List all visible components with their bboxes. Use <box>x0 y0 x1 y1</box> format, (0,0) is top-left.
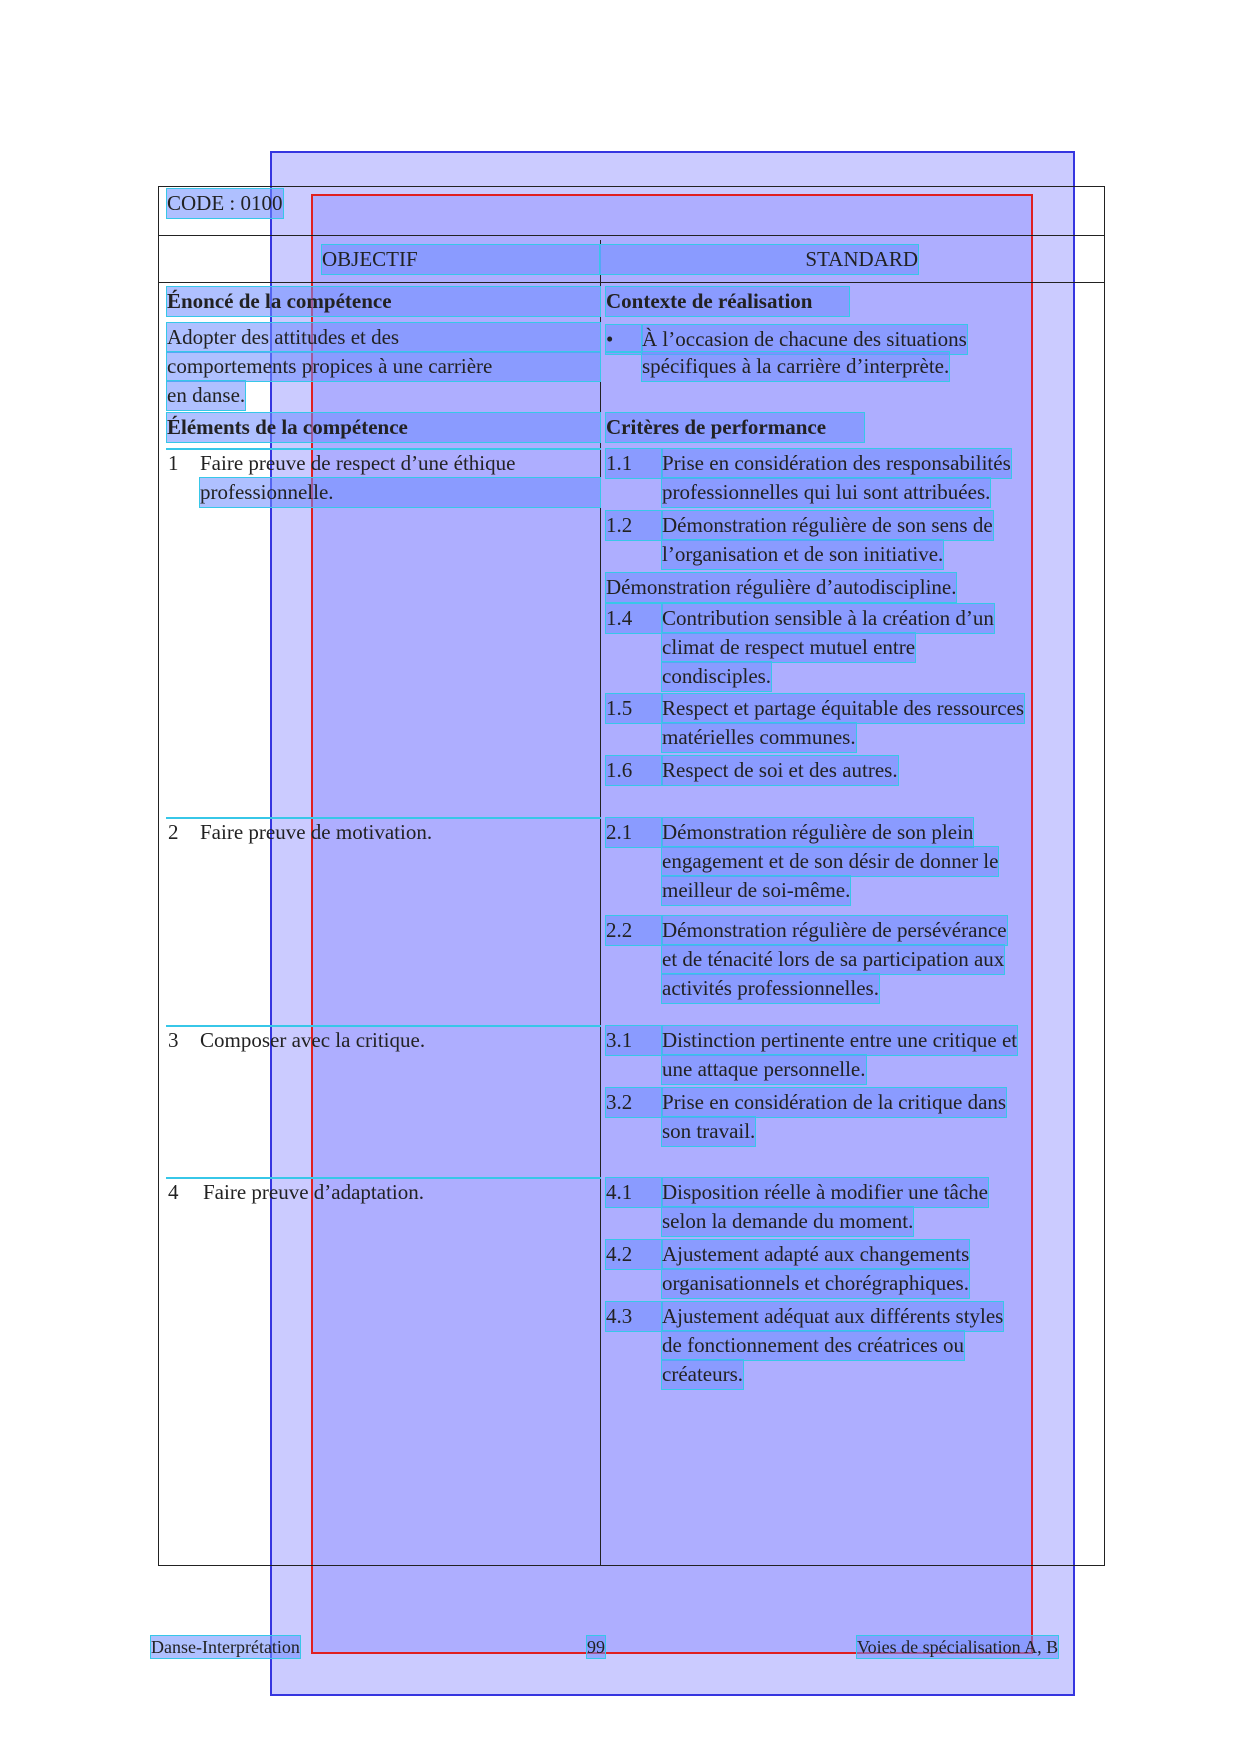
criterion-text: organisationnels et chorégraphiques. <box>662 1269 969 1298</box>
criterion-text: Prise en considération de la critique dans <box>662 1088 1006 1117</box>
footer-page-number: 99 <box>587 1637 605 1657</box>
criterion-text: Respect et partage équitable des ressources <box>662 694 1024 723</box>
criterion-text: Distinction pertinente entre une critique et <box>662 1026 1017 1055</box>
element-text: Faire preuve d’adaptation. <box>203 1180 424 1204</box>
criterion-text: l’organisation et de son initiative. <box>662 540 943 569</box>
criterion-number: 3.2 <box>606 1088 662 1117</box>
criterion-number: 1.1 <box>606 449 662 478</box>
criterion-text: Démonstration régulière de son sens de <box>662 511 993 540</box>
criteres-title: Critères de performance <box>606 413 864 442</box>
criterion-text: une attaque personnelle. <box>662 1055 866 1084</box>
enonce-line: Adopter des attitudes et des <box>167 323 600 352</box>
criterion-text: engagement et de son désir de donner le <box>662 847 998 876</box>
criterion-text: matérielles communes. <box>662 723 856 752</box>
contexte-title: Contexte de réalisation <box>606 287 849 316</box>
contexte-line: spécifiques à la carrière d’interprète. <box>642 352 949 381</box>
header-objectif: OBJECTIF <box>322 245 600 274</box>
header-standard: STANDARD <box>600 245 918 274</box>
footer-right: Voies de spécialisation A, B <box>857 1637 1059 1657</box>
elements-title: Éléments de la compétence <box>167 413 600 442</box>
element-number-text: 4 <box>168 1180 179 1204</box>
contexte-line: À l’occasion de chacune des situations <box>642 325 967 354</box>
criterion-text: selon la demande du moment. <box>662 1207 913 1236</box>
criterion-text: de fonctionnement des créatrices ou <box>662 1331 964 1360</box>
criterion-number: 1.6 <box>606 756 662 785</box>
criterion-text: son travail. <box>662 1117 755 1146</box>
element-text: Faire preuve de motivation. <box>200 820 433 844</box>
criterion-text: Contribution sensible à la création d’un <box>662 604 994 633</box>
criterion-text: Démonstration régulière de persévérance <box>662 916 1007 945</box>
criterion-text: Ajustement adéquat aux différents styles <box>662 1302 1003 1331</box>
criterion-text: condisciples. <box>662 662 771 691</box>
criterion-text: meilleur de soi-même. <box>662 876 850 905</box>
code-label: CODE : 0100 <box>167 189 283 218</box>
criterion-number: 4.2 <box>606 1240 662 1269</box>
enonce-line: comportements propices à une carrière <box>167 352 600 381</box>
criterion-number: 3.1 <box>606 1026 662 1055</box>
footer-left: Danse-Interprétation <box>151 1637 300 1657</box>
header-row-divider <box>158 282 1105 283</box>
element-number-text: 3 <box>168 1028 179 1052</box>
enonce-line: en danse. <box>167 381 245 410</box>
criterion-number: 4.1 <box>606 1178 662 1207</box>
element-number-text: 2 <box>168 820 179 844</box>
criterion-text: activités professionnelles. <box>662 974 879 1003</box>
criterion-text: climat de respect mutuel entre <box>662 633 915 662</box>
criterion-number: 1.4 <box>606 604 662 633</box>
criterion-text: Respect de soi et des autres. <box>662 756 898 785</box>
criterion-text: Démonstration régulière d’autodiscipline. <box>606 573 956 602</box>
element-number-text: 1 <box>168 451 179 475</box>
contexte-bullet: • <box>606 325 642 354</box>
code-row-divider <box>158 235 1105 236</box>
criterion-number: 1.5 <box>606 694 662 723</box>
criterion-text: Ajustement adapté aux changements <box>662 1240 969 1269</box>
criterion-number: 4.3 <box>606 1302 662 1331</box>
criterion-text: et de ténacité lors de sa participation aux <box>662 945 1004 974</box>
element-text: Faire preuve de respect d’une éthique <box>200 451 516 475</box>
criterion-text: professionnelles qui lui sont attribuées. <box>662 478 990 507</box>
criterion-text: créateurs. <box>662 1360 743 1389</box>
element-text: professionnelle. <box>200 478 600 507</box>
criterion-number: 2.1 <box>606 818 662 847</box>
criterion-text: Disposition réelle à modifier une tâche <box>662 1178 988 1207</box>
criterion-text: Démonstration régulière de son plein <box>662 818 973 847</box>
element-text: Composer avec la critique. <box>200 1028 426 1052</box>
criterion-number: 1.2 <box>606 511 662 540</box>
column-divider <box>600 240 601 1566</box>
enonce-title: Énoncé de la compétence <box>167 287 600 316</box>
criterion-number: 2.2 <box>606 916 662 945</box>
criterion-text: Prise en considération des responsabilités <box>662 449 1011 478</box>
